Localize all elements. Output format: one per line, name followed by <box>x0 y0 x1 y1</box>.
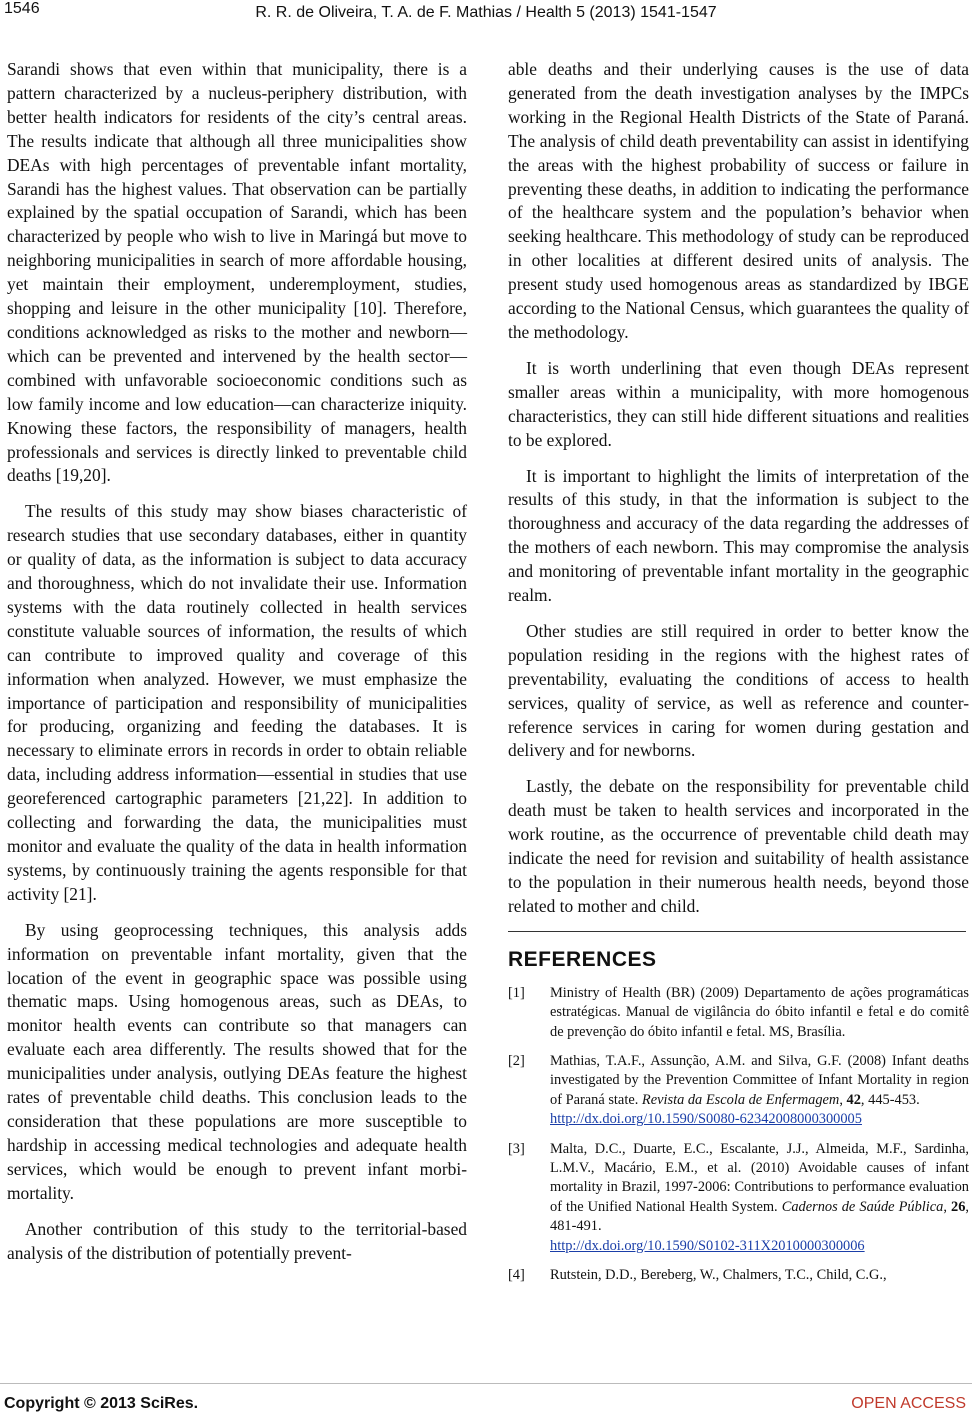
paragraph: Other studies are still required in order to better know the population residing in the regions with the highest rates of preventability, evaluating the conditions of access to health services, quality of service, as well as reference and counter-reference services in caring for women during gestation and delivery and for newborns. <box>508 620 969 761</box>
reference-number: [4] <box>508 1267 525 1284</box>
reference-item <box>508 984 969 1042</box>
open-access-label: OPEN ACCESS <box>851 1395 966 1412</box>
journal-name: Cadernos de Saúde Pública <box>781 1198 944 1215</box>
reference-text: Mathias, T.A.F., Assunção, A.M. and Silva, G.F. (2008) Infant deaths investigated by the Prevention Committee of Infant Mortality in region of Paraná state. Revista da Escola de Enfermagem, 42, 445-453. http://dx.doi.org/10.1590/S0080-62342008000300005 <box>550 1052 969 1130</box>
reference-text: Malta, D.C., Duarte, E.C., Escalante, J.J., Almeida, M.F., Sardinha, L.M.V., Macário, E.M., et al. (2010) Avoidable causes of infant mortality in Brazil, 1997-2006: Contributions to performance evaluation of the Unified National Health System. Cadernos de Saúde Pública, 26, 481-491. http://dx.doi.org/10.1590/S0102-311X2010000300006 <box>550 1140 969 1256</box>
paragraph: It is important to highlight the limits of interpretation of the results of this study, in that the information is subject to the thoroughness and accuracy of the data regarding the addresses of the mothers of each newborn. This may compromise the analysis and monitoring of preventable infant mortality in the geographic realm. <box>508 465 969 606</box>
paragraph: Lastly, the debate on the responsibility for preventable child death must be taken to health services and incorporated in the work routine, as the occurrence of preventable child death may indicate the need for revision and suitability of health assistance to the population in their numerous health needs, beyond those related to mother and child. <box>508 776 969 916</box>
reference-item <box>508 1140 969 1256</box>
section-divider <box>508 931 966 932</box>
paragraph: able deaths and their underlying causes is the use of data generated from the death investigation analyses by the IMPCs working in the Regional Health Districts of the State of Paraná. The analysis of child death preventability can assist in identifying the areas with the highest probability of success or failure in preventing these deaths, in addition to indicating the performance of the healthcare system and the population’s behavior when seeking healthcare. This methodology of study can be reproduced in other localities at different desired units of analysis. The present study used homogenous areas as standardized by IBGE according to the National Census, which guarantees the quality of the methodology. <box>508 59 969 342</box>
references-heading: REFERENCES <box>508 947 657 971</box>
reference-number: [2] <box>508 1053 525 1070</box>
copyright-notice: Copyright © 2013 SciRes. <box>4 1395 199 1412</box>
running-title: R. R. de Oliveira, T. A. de F. Mathias / Health 5 (2013) 1541-1547 <box>255 4 717 21</box>
reference-number: [3] <box>508 1140 525 1157</box>
reference-item <box>508 1266 969 1285</box>
reference-item <box>508 1052 969 1130</box>
left-column <box>7 58 467 1277</box>
reference-text: Rutstein, D.D., Bereberg, W., Chalmers, T.C., Child, C.G., <box>550 1267 887 1284</box>
paragraph: The results of this study may show biases characteristic of research studies that use secondary databases, either in quantity or quality of data, as the information is subject to data accuracy and thoroughness, which do not invalidate their use. Information systems with the data routinely collected in health services constitute valuable sources of information, the results of which can contribute to improved quality and coverage of this information when analyzed. However, we must emphasize the importance of participation and responsibility of municipalities for producing, organizing and feeding the databases. It is necessary to eliminate errors in records in order to obtain reliable data, including address information—essential in studies that use georeferenced cartographic parameters [21,22]. In addition to collecting and forwarding the data, the municipalities must monitor and evaluate the quality of the data in health information systems, by continuously training the agents responsible for that activity [21]. <box>7 501 467 904</box>
right-column <box>508 58 969 1296</box>
journal-name: Revista da Escola de Enfermagem <box>641 1091 840 1108</box>
doi-link[interactable]: http://dx.doi.org/10.1590/S0080-62342008000300005 <box>550 1111 862 1128</box>
paragraph: Sarandi shows that even within that municipality, there is a pattern characterized by a nucleus-periphery distribution, with better health indicators for residents of the city’s central areas. The results indicate that although all three municipalities show DEAs with high percentages of preventable infant mortality, Sarandi has the highest values. That observation can be partially explained by the spatial occupation of Sarandi, which has been characterized by people who wish to live in Maringá but move to neighboring municipalities in search of more affordable housing, yet maintain their employment, underemployment, studies, shopping and leisure in the other municipality [10]. Therefore, conditions acknowledged as risks to the mother and newborn—which can be prevented and intervened by the health sector—combined with unfavorable socioeconomic conditions such as low family income and low education—can characterize iniquity. Knowing these factors, the responsibility of managers, health professionals and services is directly linked to preventable child deaths [19,20]. <box>7 59 467 486</box>
reference-number: [1] <box>508 984 525 1001</box>
doi-link[interactable]: http://dx.doi.org/10.1590/S0102-311X2010000300006 <box>550 1237 865 1254</box>
page-number: 1546 <box>4 0 40 17</box>
footer-divider <box>0 1383 972 1384</box>
journal-volume: 26 <box>951 1198 966 1215</box>
paragraph: Another contribution of this study to the territorial-based analysis of the distribution of potentially prevent- <box>7 1218 467 1263</box>
paragraph: By using geoprocessing techniques, this analysis adds information on preventable infant mortality, given that the location of the event in geographic space was possible using thematic maps. Using homogenous areas, such as DEAs, to monitor health events can contribute so that managers can evaluate each area differently. The results showed that for the municipalities under analysis, outlying DEAs feature the highest rates of preventable child deaths. This conclusion leads to the consideration that these populations are more susceptible to hardship in accessing medical technologies and adequate health services, which would be enough to prevent infant morbimortality. <box>7 919 467 1203</box>
journal-volume: 42 <box>846 1091 861 1108</box>
reference-text: Ministry of Health (BR) (2009) Departamento de ações programáticas estratégicas. Manual de vigilância do óbito infantil e fetal e do comitê de prevenção do óbito infantil e fetal. MS, Brasília. <box>550 984 969 1040</box>
paragraph: It is worth underlining that even though DEAs represent smaller areas within a municipality, with more homogenous characteristics, they can still hide different situations and realities to be explored. <box>508 357 969 450</box>
